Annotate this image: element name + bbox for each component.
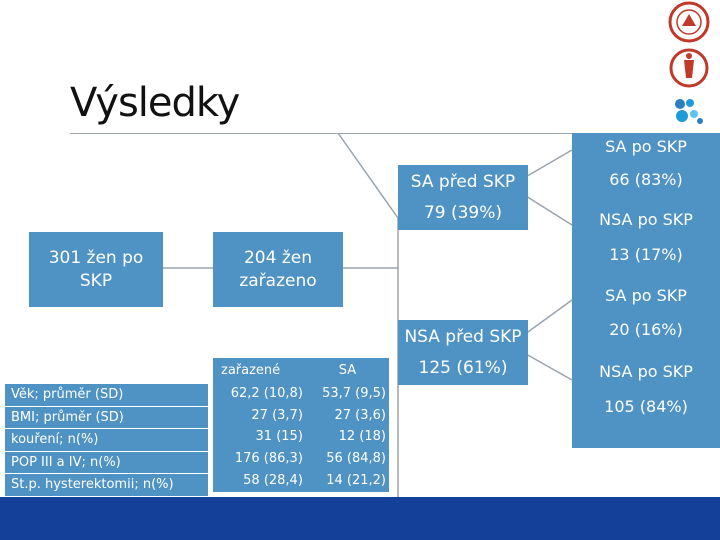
page-title: Výsledky xyxy=(70,80,240,126)
stats-included-cell: 62,2 (10,8) xyxy=(230,386,303,402)
stats-row-label: BMI; průměr (SD) xyxy=(5,407,208,430)
outcome-d-label: NSA po SKP xyxy=(599,362,693,381)
stats-sa-cell: 27 (3,6) xyxy=(334,407,386,423)
footer-bar xyxy=(0,497,720,540)
outcome-a-value: 66 (83%) xyxy=(609,170,683,189)
stats-row-label: POP III a IV; n(%) xyxy=(5,452,208,475)
stats-sa-cell: 53,7 (9,5) xyxy=(322,386,386,402)
sa-before-label: SA před SKP xyxy=(410,172,516,193)
nsa-before-node xyxy=(398,320,528,385)
sa-before-node xyxy=(398,165,528,230)
table-row xyxy=(213,448,389,470)
stats-sa-cell: 14 (21,2) xyxy=(326,472,386,488)
stats-row-labels xyxy=(5,384,208,496)
table-row xyxy=(213,405,389,427)
nsa-before-value: 125 (61%) xyxy=(418,357,508,378)
nsa-before-label: NSA před SKP xyxy=(404,327,522,348)
col-included-header: zařazené xyxy=(221,363,281,378)
outcome-c-label: SA po SKP xyxy=(605,286,687,305)
root-node-label: 301 žen po SKP xyxy=(48,248,144,291)
stats-included-cell: 58 (28,4) xyxy=(243,472,303,488)
outcome-b-value: 13 (17%) xyxy=(609,245,683,264)
outcome-b-label: NSA po SKP xyxy=(599,210,693,229)
stats-sa-cell: 12 (18) xyxy=(338,429,386,445)
included-node-label: 204 žen zařazeno xyxy=(239,248,317,291)
stats-row-label: Věk; průměr (SD) xyxy=(5,384,208,407)
stats-included-cell: 176 (86,3) xyxy=(234,451,303,467)
stats-header-row xyxy=(213,358,389,383)
stats-included-cell: 31 (15) xyxy=(255,429,303,445)
table-row xyxy=(213,383,389,405)
col-sa-header: SA xyxy=(338,363,357,378)
stats-row-label: kouření; n(%) xyxy=(5,429,208,452)
root-node xyxy=(29,232,163,307)
table-row xyxy=(213,469,389,491)
outcome-d-value: 105 (84%) xyxy=(604,397,688,416)
included-node xyxy=(213,232,343,307)
sa-before-value: 79 (39%) xyxy=(423,202,503,223)
table-row xyxy=(213,426,389,448)
stats-included-cell: 27 (3,7) xyxy=(251,407,303,423)
outcome-c-value: 20 (16%) xyxy=(609,320,683,339)
stats-sa-cell: 56 (84,8) xyxy=(326,451,386,467)
stats-row-label: St.p. hysterektomii; n(%) xyxy=(11,477,174,493)
outcome-a-label: SA po SKP xyxy=(605,137,687,156)
stats-table xyxy=(213,358,389,492)
